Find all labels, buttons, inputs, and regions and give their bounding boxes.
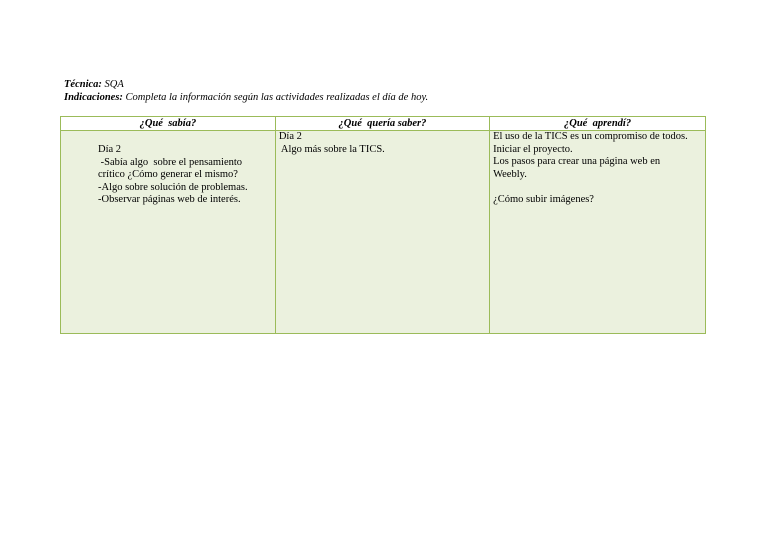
- cell-line: Día 2: [278, 131, 302, 142]
- cell-line: -Sabía algo sobre el pensamiento: [98, 156, 243, 168]
- cell-learned-text: [490, 131, 705, 207]
- cell-line: ¿Cómo subir imágenes?: [493, 193, 594, 205]
- table-row: [61, 131, 706, 334]
- cell-line: Los pasos para crear una página web en: [493, 156, 661, 168]
- instructions-label: Indicaciones:: [64, 92, 123, 103]
- instructions-line: [64, 91, 428, 104]
- cell-line: Algo más sobre la TICS.: [278, 143, 385, 155]
- technique-label: Técnica:: [64, 79, 102, 90]
- technique-value: SQA: [104, 79, 124, 90]
- cell-line: Día 2: [98, 144, 122, 155]
- cell-want-text: [276, 131, 489, 156]
- column-header-want: ¿Qué quería saber?: [275, 117, 489, 131]
- cell-line: -Algo sobre solución de problemas.: [98, 181, 248, 193]
- cell-know[interactable]: [61, 131, 276, 334]
- table-header-row: [61, 117, 706, 131]
- cell-line: [493, 181, 702, 194]
- sqa-table: [60, 116, 706, 334]
- technique-line: [64, 78, 428, 91]
- cell-line: Iniciar el proyecto.: [493, 143, 573, 155]
- cell-line: -Observar páginas web de interés.: [98, 194, 241, 206]
- cell-learned[interactable]: [490, 131, 706, 334]
- cell-line: Weebly.: [493, 168, 527, 180]
- cell-line: El uso de la TICS es un compromiso de todos.: [493, 131, 688, 142]
- header: [64, 78, 428, 104]
- cell-know-text: [61, 131, 275, 207]
- instructions-value: Completa la información según las actividades realizadas el día de hoy.: [125, 92, 429, 103]
- cell-line: crítico ¿Cómo generar el mismo?: [98, 169, 238, 181]
- column-header-know: ¿Qué sabía?: [61, 117, 276, 131]
- cell-want[interactable]: [275, 131, 489, 334]
- column-header-learned: ¿Qué aprendí?: [490, 117, 706, 131]
